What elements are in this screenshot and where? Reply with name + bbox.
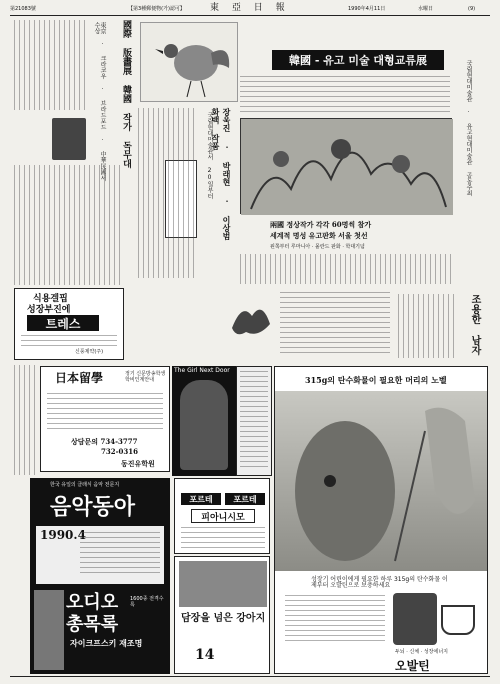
dog-book-release: 14: [195, 647, 215, 663]
music-ad-speaker: 자이크프스키 재조명: [70, 638, 143, 648]
tress-ad: [14, 288, 124, 360]
ovaltine-photo: [275, 391, 487, 571]
dog-book-title: 담장을 넘은 강아지: [181, 613, 266, 624]
center-article-text: [138, 108, 196, 278]
ovaltine-ad: [274, 366, 488, 674]
center-article-subtitle: 국립현대미술관서 20일부터: [206, 112, 213, 199]
music-ad-audio: 오디오: [66, 592, 119, 613]
movie-side-ad: [236, 366, 272, 476]
main-side-banner: 국립현대미술관 · 유고현대미술관 공동주최: [465, 60, 472, 196]
music-ad-audio-2: 총목록: [66, 614, 119, 635]
tress-copy: [21, 335, 117, 347]
issue-date: 1990年4月11日: [348, 6, 386, 12]
sketch-icon: [228, 298, 274, 340]
dog-book-photo: [179, 561, 267, 607]
left-strip-ad: [14, 365, 36, 475]
face-hand-icon: [275, 391, 487, 571]
ovaltine-brand: 오발틴: [395, 659, 430, 673]
yugoslav-artwork-photo: [240, 118, 452, 214]
left-article-title: 國際 版畵展 韓國 작가 독무대: [121, 20, 131, 168]
tress-brand: 트레스: [27, 315, 99, 331]
page-header: [10, 2, 490, 16]
japan-study-ad: [40, 366, 170, 472]
paper-name: 東 亞 日 報: [210, 3, 290, 13]
tress-company: 신풍제약(주): [75, 349, 104, 355]
vertical-story-title: 조용한 남자: [469, 294, 480, 355]
bottom-rule: [10, 676, 490, 677]
pianissimo-label: 피아니시모: [191, 509, 255, 523]
main-subheadline-2: 세계적 명성 유고판화 서울 첫선: [270, 231, 368, 240]
japan-ad-phone: 상담문의 734-3777: [71, 437, 138, 446]
ovaltine-can: [393, 593, 437, 645]
left-article-text-bottom: [14, 165, 124, 285]
japan-ad-title: 日本留學: [55, 371, 104, 385]
photo-caption: 왼쪽부터 루마니아 · 몰란드 판화 · 학대기념: [270, 244, 365, 250]
forte-copy: [181, 527, 265, 551]
forte-ad: [174, 478, 270, 554]
music-ad-issue: 1990.4: [40, 528, 86, 542]
music-ad-title: 음악동아: [50, 494, 136, 520]
main-body-text: [240, 254, 452, 284]
left-article-text-top: [14, 20, 88, 110]
center-article-title: 장욱진 · 박래현 · 이상범 화백 작품: [211, 108, 232, 240]
middle-article-text: [280, 292, 390, 356]
main-intro-text: [240, 76, 450, 116]
ovaltine-copy: [285, 595, 385, 645]
tress-line-1: 식용겔핍: [33, 294, 68, 304]
ovaltine-headline: 315g의 탄수화물이 필요한 머리의 노벨: [305, 375, 447, 385]
forte-label-2: 포르테: [225, 493, 265, 505]
issue-number: 第21083號: [10, 6, 36, 12]
music-ad-cover: [36, 526, 164, 584]
author-portrait: [52, 118, 86, 160]
bird-drawing-icon: [141, 23, 239, 103]
music-ad-contents: [80, 532, 160, 576]
music-ad-audio-side: 1600종 전격수록: [130, 596, 164, 608]
movie-title: The Girl Next Door: [174, 367, 230, 374]
ovaltine-body: 성장기 어린이에게 필요한 하루 315g의 탄수화물 이제부터 오발틴으로 보충하세요: [311, 576, 448, 589]
girl-next-door-ad: [172, 366, 236, 476]
forte-label-1: 포르테: [181, 493, 221, 505]
page-number: (9): [468, 6, 476, 12]
japan-ad-company: 동진유학원: [121, 459, 155, 468]
japan-ad-phone-2: 732-0316: [101, 447, 138, 456]
artwork-figures-icon: [241, 119, 453, 215]
weekday: 水曜日: [418, 6, 434, 12]
bird-illustration: [140, 22, 238, 102]
main-headline: 韓國 - 유고 미술 대형교류展: [272, 50, 444, 70]
music-ad-photo: [34, 590, 64, 670]
tress-line-2: 성장부진에: [27, 305, 71, 315]
postal-notice: 【第3種郵便物(가)認可】: [128, 6, 185, 12]
ovaltine-tagline: 두뇌 · 신체 · 성장에너지: [395, 649, 449, 655]
left-article-subtitle: 東京 · 크라코우 · 브라드포드 · 中華民國서 수상: [93, 22, 106, 181]
music-magazine-ad: [30, 478, 170, 674]
dog-book-ad: [174, 556, 270, 674]
movie-girl-photo: [180, 380, 228, 470]
figure-sketch: [228, 298, 274, 340]
japan-ad-copy: [47, 393, 163, 433]
japan-ad-sub: 정기 신문방송학생 학비인계안내: [125, 371, 166, 383]
ovaltine-cup: [441, 605, 475, 635]
movie-side-copy: [240, 371, 268, 471]
main-subheadline-1: 兩國 정상작가 각각 60명씩 참가: [270, 220, 372, 229]
music-ad-top: 한국 유일의 클래식 음악 전문지: [50, 482, 120, 488]
vertical-story-text: [398, 294, 458, 358]
